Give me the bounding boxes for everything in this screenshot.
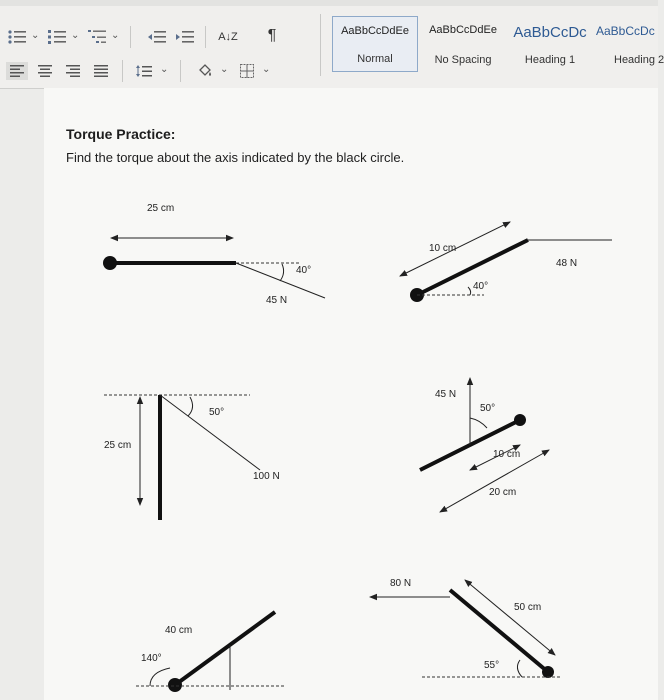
problem-4-diagram — [420, 378, 549, 512]
angle-arc — [150, 668, 170, 686]
pilcrow-glyph: ¶ — [267, 27, 277, 44]
chevron-down-icon[interactable]: ⌄ — [262, 64, 271, 75]
problem-3-label-force: 100 N — [253, 471, 280, 482]
problem-2-label-length: 10 cm — [429, 243, 457, 254]
style-sample: AaBbCcDdEe — [429, 24, 497, 36]
angle-arc — [280, 264, 284, 281]
style-sample: AaBbCcDc — [596, 24, 655, 38]
style-sample: AaBbCcDdEe — [341, 25, 409, 37]
problem-5-diagram — [136, 612, 285, 692]
chevron-down-icon[interactable]: ⌄ — [31, 30, 40, 41]
problem-1-diagram — [103, 203, 325, 306]
pivot-circle — [168, 678, 182, 692]
pivot-circle — [514, 414, 526, 426]
problem-4-label-long: 20 cm — [489, 487, 517, 498]
length-arrow — [465, 580, 555, 655]
chevron-down-icon[interactable]: ⌄ — [71, 30, 80, 41]
problem-6-label-force: 80 N — [390, 578, 412, 589]
problem-2-label-force: 48 N — [556, 258, 578, 269]
problem-4-label-angle: 50° — [480, 403, 496, 414]
problem-1-label-force: 45 N — [266, 295, 288, 306]
problem-1-label-angle: 40° — [296, 265, 312, 276]
angle-arc — [470, 418, 487, 428]
style-name: No Spacing — [434, 54, 492, 66]
document-title: Torque Practice: — [66, 126, 176, 142]
style-name: Normal — [357, 53, 393, 65]
problem-3-label-length: 25 cm — [104, 440, 132, 451]
style-name: Heading 1 — [524, 54, 576, 66]
pivot-circle — [103, 256, 117, 270]
problem-6-diagram — [370, 578, 560, 678]
angle-arc — [188, 397, 193, 416]
pivot-circle — [542, 666, 554, 678]
lever-bar — [175, 612, 275, 685]
problem-6-label-length: 50 cm — [514, 602, 542, 613]
chevron-down-icon[interactable]: ⌄ — [220, 64, 229, 75]
problem-6-label-angle: 55° — [484, 660, 500, 671]
problem-5-label-angle: 140° — [141, 653, 162, 664]
chevron-down-icon[interactable]: ⌄ — [160, 64, 169, 75]
problem-4-label-short: 10 cm — [493, 449, 521, 460]
style-name: Heading 2 — [614, 54, 664, 66]
problem-1-label-length: 25 cm — [147, 203, 175, 214]
document-instruction: Find the torque about the axis indicated by the black circle. — [66, 150, 405, 165]
problem-2-label-angle: 40° — [473, 281, 489, 292]
problem-4-label-force: 45 N — [435, 389, 457, 400]
sort-label: A↓Z — [218, 31, 238, 43]
problem-3-label-angle: 50° — [209, 407, 225, 418]
problem-2-diagram — [400, 222, 612, 302]
chevron-down-icon[interactable]: ⌄ — [111, 30, 120, 41]
angle-arc — [517, 660, 522, 677]
style-sample: AaBbCcDc — [513, 24, 587, 41]
problem-5-label-length: 40 cm — [165, 625, 193, 636]
angle-arc — [468, 287, 471, 295]
problem-3-diagram — [104, 395, 280, 520]
